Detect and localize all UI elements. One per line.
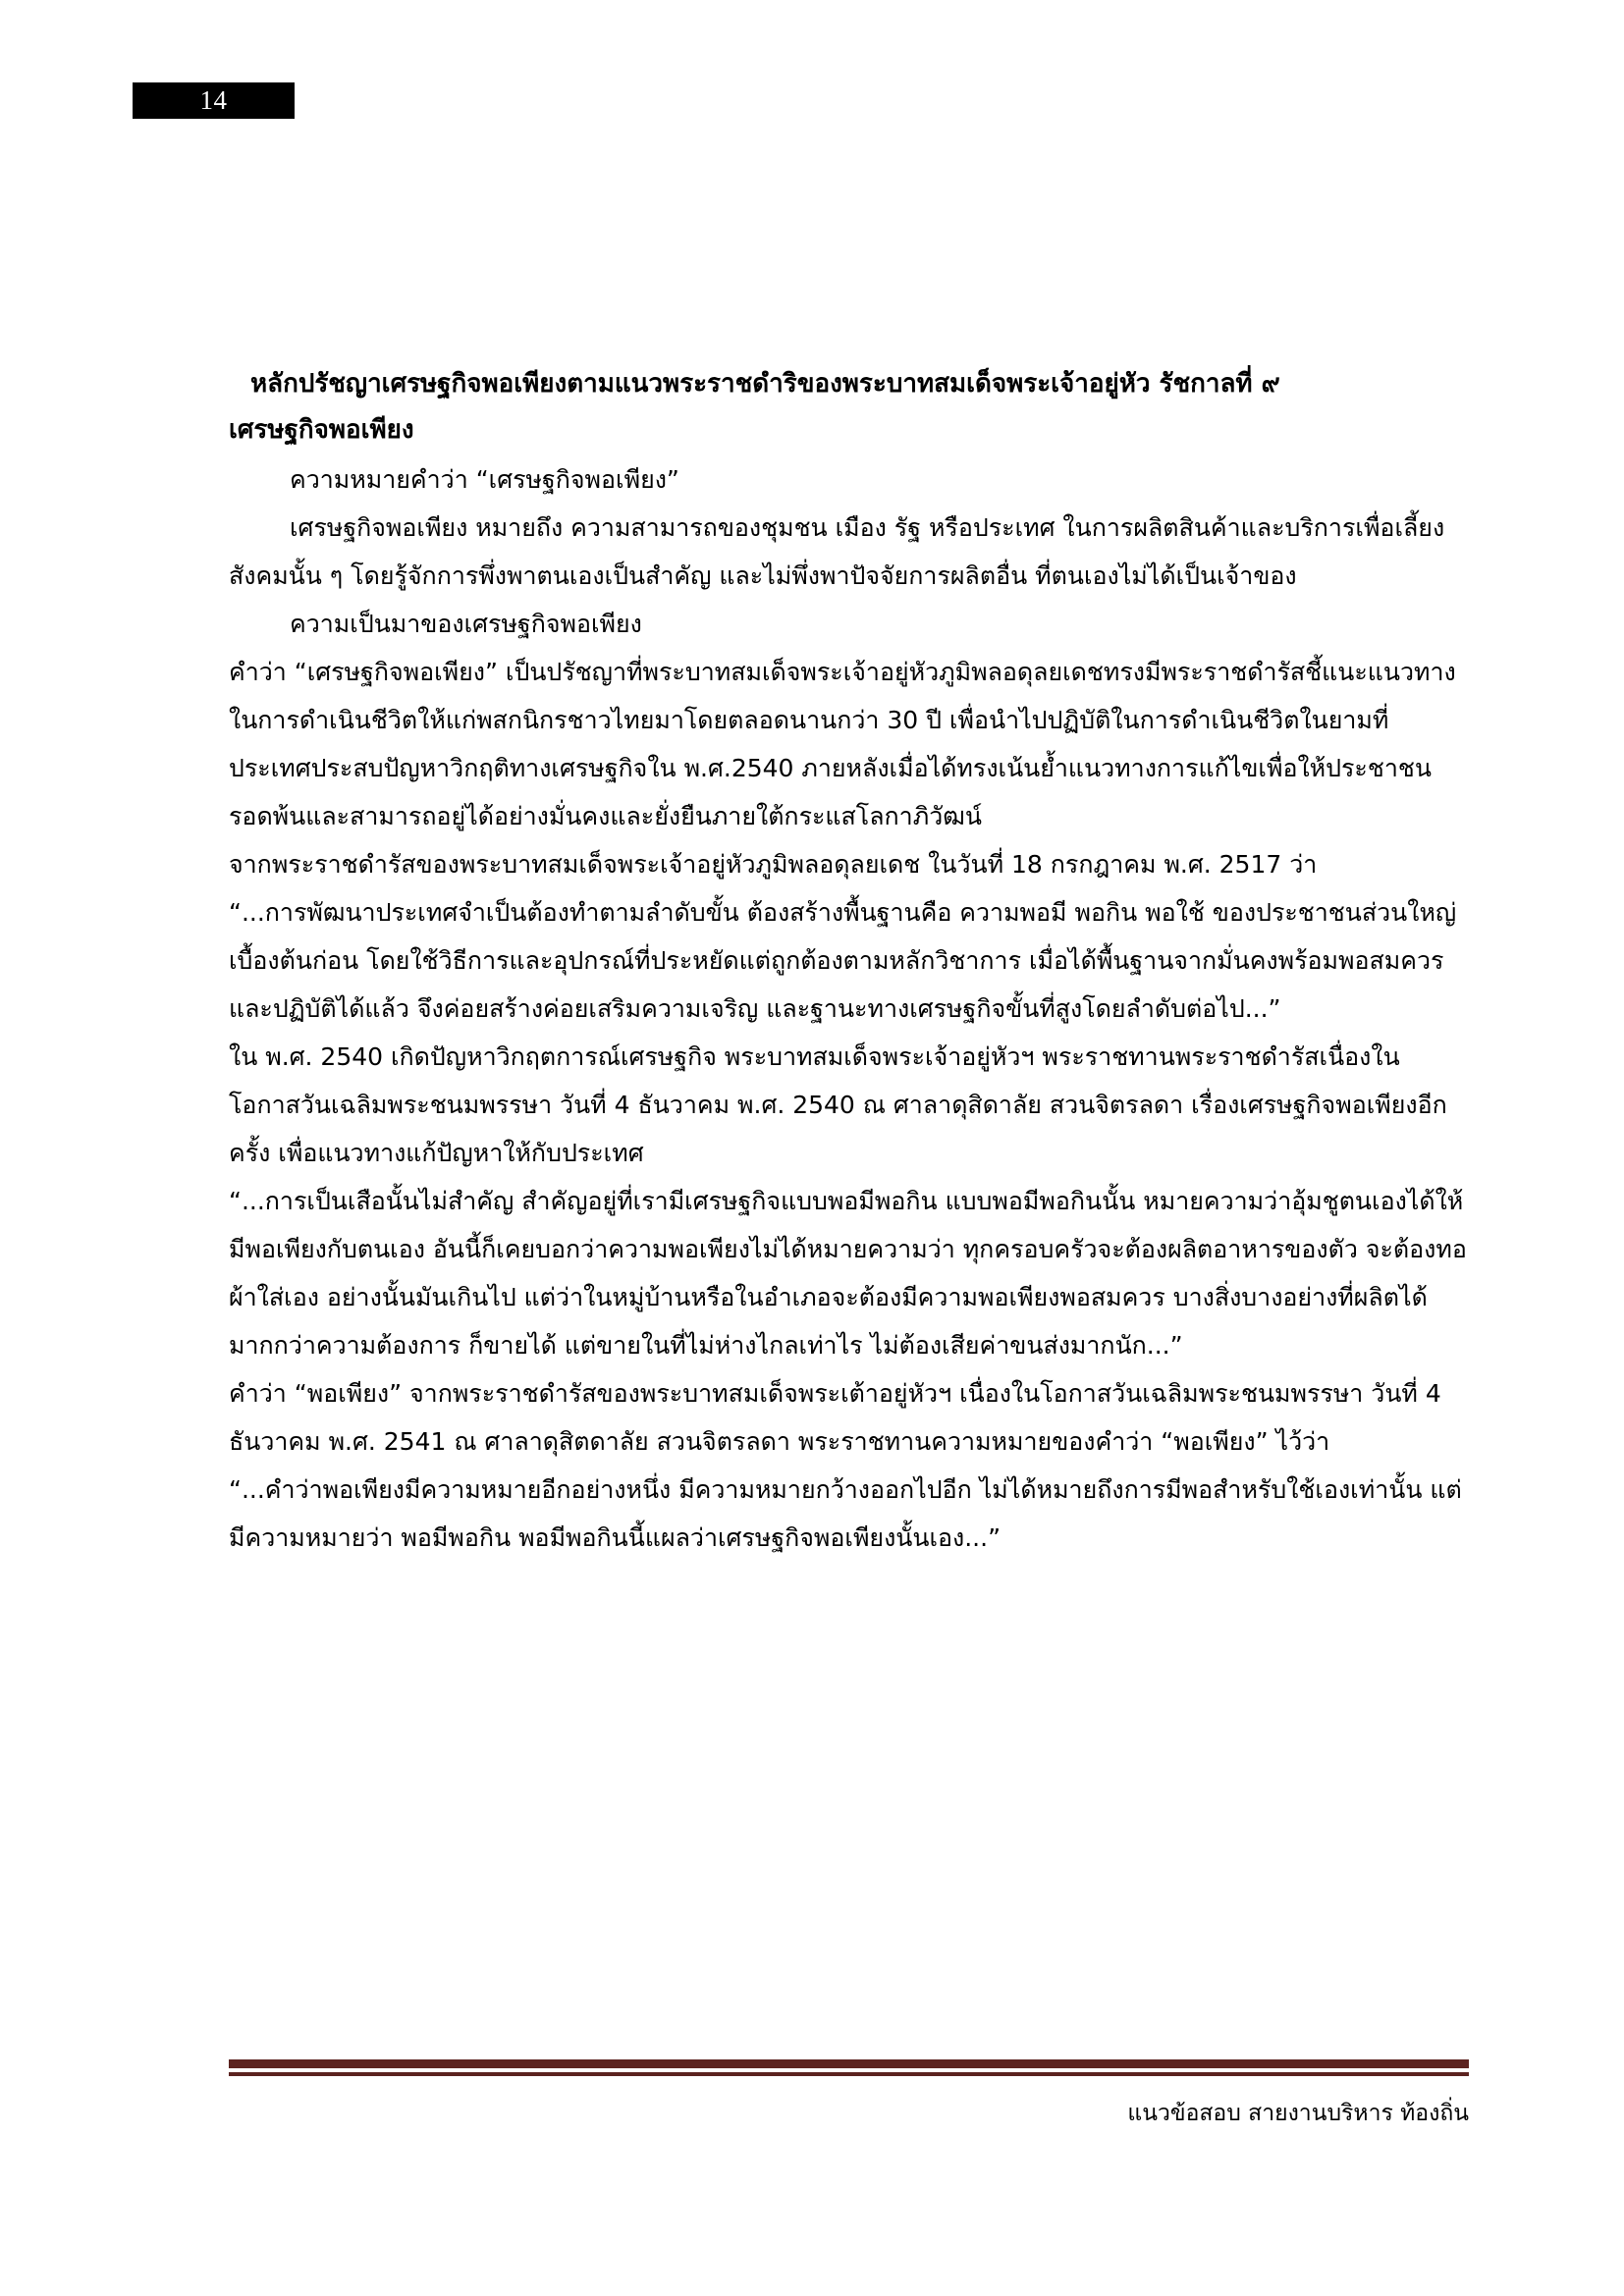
footer-rule-thin [229, 2072, 1469, 2076]
paragraph-heading-meaning: ความหมายคำว่า “เศรษฐกิจพอเพียง” [290, 465, 679, 494]
footer-divider [229, 2059, 1469, 2076]
paragraph-definition: เศรษฐกิจพอเพียง หมายถึง ความสามารถของชุมชน เมือง รัฐ หรือประเทศ ในการผลิตสินค้าและบริการเพื่อเลี้ยงสังคมนั้น ๆ โดยรู้จักการพึ่งพาตนเองเป็นสำคัญ และไม่พึ่งพาปัจจัยการผลิตอื่น ที่ตนเองไม่ได้เป็นเจ้าของ [229, 513, 1445, 590]
paragraph-quote-2517: “...การพัฒนาประเทศจำเป็นต้องทำตามลำดับขั้น ต้องสร้างพื้นฐานคือ ความพอมี พอกิน พอใช้ ของประชาชนส่วนใหญ่เบื้องต้นก่อน โดยใช้วิธีการและอุปกรณ์ที่ประหยัดแต่ถูกต้องตามหลักวิชาการ เมื่อได้พื้นฐานจากมั่นคงพร้อมพอสมควร และปฏิบัติได้แล้ว จึงค่อยสร้างค่อยเสริมความเจริญ และฐานะทางเศรษฐกิจขั้นที่สูงโดยลำดับต่อไป...” [229, 898, 1457, 1023]
paragraph-heading-history: ความเป็นมาของเศรษฐกิจพอเพียง [290, 610, 642, 638]
footer-rule-thick [229, 2059, 1469, 2068]
paragraph-history-body: คำว่า “เศรษฐกิจพอเพียง” เป็นปรัชญาที่พระบาทสมเด็จพระเจ้าอยู่หัวภูมิพลอดุลยเดชทรงมีพระราชดำรัสชี้แนะแนวทางในการดำเนินชีวิตให้แก่พสกนิกรชาวไทยมาโดยตลอดนานกว่า 30 ปี เพื่อนำไปปฏิบัติในการดำเนินชีวิตในยามที่ประเทศประสบปัญหาวิกฤติทางเศรษฐกิจใน พ.ศ.2540 ภายหลังเมื่อได้ทรงเน้นย้ำแนวทางการแก้ไขเพื่อให้ประชาชนรอดพ้นและสามารถอยู่ได้อย่างมั่นคงและยั่งยืนภายใต้กระแสโลกาภิวัฒน์ [229, 658, 1456, 830]
page-subtitle: เศรษฐกิจพอเพียง [229, 415, 414, 445]
paragraph-quote-2540: “...การเป็นเสือนั้นไม่สำคัญ สำคัญอยู่ที่เรามีเศรษฐกิจแบบพอมีพอกิน แบบพอมีพอกินนั้น หมายความว่าอุ้มชูตนเองได้ให้มีพอเพียงกับตนเอง อันนี้ก็เคยบอกว่าความพอเพียงไม่ได้หมายความว่า ทุกครอบครัวจะต้องผลิตอาหารของตัว จะต้องทอผ้าใส่เอง อย่างนั้นมันเกินไป แต่ว่าในหมู่บ้านหรือในอำเภอจะต้องมีความพอเพียงพอสมควร บางสิ่งบางอย่างที่ผลิตได้มากกว่าความต้องการ ก็ขายได้ แต่ขายในที่ไม่ห่างไกลเท่าไร ไม่ต้องเสียค่าขนส่งมากนัก...” [229, 1187, 1467, 1360]
page-title: หลักปรัชญาเศรษฐกิจพอเพียงตามแนวพระราชดำริของพระบาทสมเด็จพระเจ้าอยู่หัว รัชกาลที่ ๙ [250, 369, 1280, 399]
paragraph-quote-2517-intro: จากพระราชดำรัสของพระบาทสมเด็จพระเจ้าอยู่หัวภูมิพลอดุลยเดช ในวันที่ 18 กรกฎาคม พ.ศ. 2517 ว่า [229, 850, 1318, 879]
paragraph-quote-2541: “...คำว่าพอเพียงมีความหมายอีกอย่างหนึ่ง มีความหมายกว้างออกไปอีก ไม่ได้หมายถึงการมีพอสำหรับใช้เองเท่านั้น แต่มีความหมายว่า พอมีพอกิน พอมีพอกินนี้แผลว่าเศรษฐกิจพอเพียงนั้นเอง...” [229, 1475, 1462, 1552]
page-number-band [133, 82, 295, 119]
paragraph-year-2541: คำว่า “พอเพียง” จากพระราชดำรัสของพระบาทสมเด็จพระเต้าอยู่หัวฯ เนื่องในโอกาสวันเฉลิมพระชนมพรรษา วันที่ 4 ธันวาคม พ.ศ. 2541 ณ ศาลาดุสิตดาลัย สวนจิตรลดา พระราชทานความหมายของคำว่า “พอเพียง” ไว้ว่า [229, 1379, 1441, 1456]
paragraph-year-2540: ใน พ.ศ. 2540 เกิดปัญหาวิกฤตการณ์เศรษฐกิจ พระบาทสมเด็จพระเจ้าอยู่หัวฯ พระราชทานพระราชดำรัสเนื่องในโอกาสวันเฉลิมพระชนมพรรษา วันที่ 4 ธันวาคม พ.ศ. 2540 ณ ศาลาดุสิดาลัย สวนจิตรลดา เรื่องเศรษฐกิจพอเพียงอีกครั้ง เพื่อแนวทางแก้ปัญหาให้กับประเทศ [229, 1042, 1447, 1167]
document-content [229, 361, 1468, 1562]
page-number: 14 [199, 85, 228, 115]
footer-text: แนวข้อสอบ สายงานบริหาร ท้องถิ่น [1127, 2101, 1469, 2126]
